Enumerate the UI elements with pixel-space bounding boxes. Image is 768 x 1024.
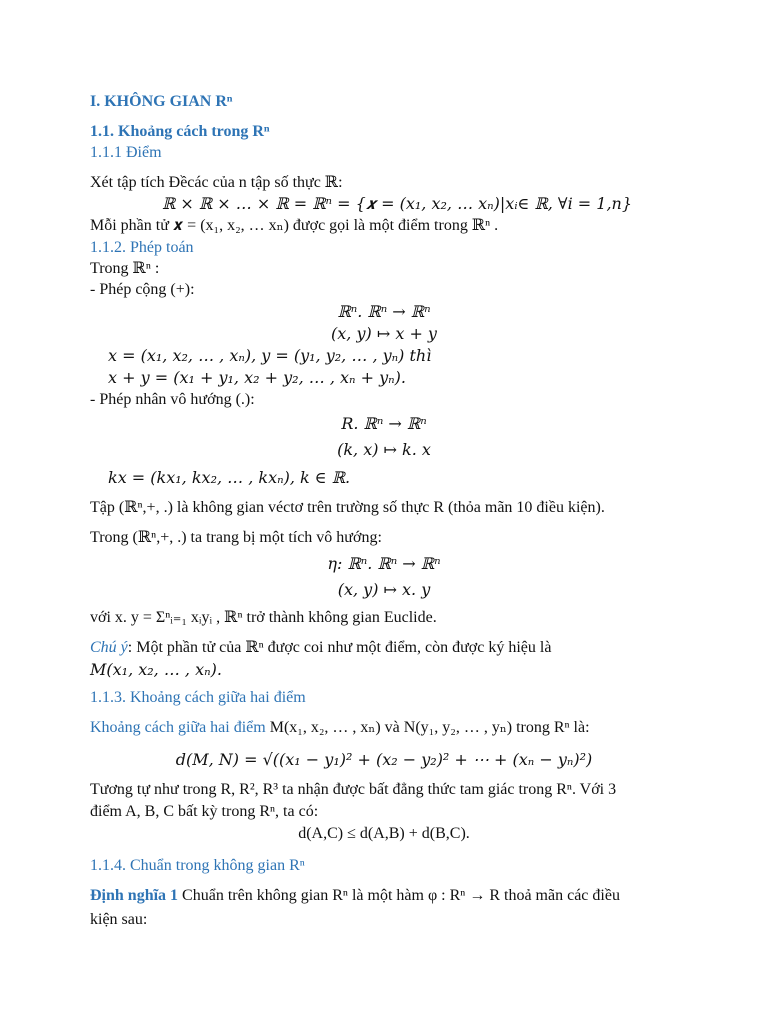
triangle-sentence-1: Tương tự như trong R, R², R³ ta nhận được bất đẳng thức tam giác trong Rⁿ. Với 3 — [90, 781, 617, 798]
scalar-label: - Phép nhân vô hướng (.): — [90, 391, 255, 408]
addition-result: x + y = (x₁ + y₁, x₂ + y₂, … , xₙ + yₙ). — [108, 368, 406, 387]
subsubsection-title-norm: 1.1.4. Chuẩn trong không gian Rⁿ — [90, 857, 305, 874]
points-intro: Xét tập tích Đềcác của n tập số thực ℝ: — [90, 174, 343, 191]
section-title: I. KHÔNG GIAN Rⁿ — [90, 93, 233, 110]
note-text: : Một phần tử của ℝⁿ được coi như một điểm, còn được ký hiệu là — [127, 639, 552, 656]
inner-product-map: η: ℝⁿ. ℝⁿ → ℝⁿ — [327, 554, 441, 573]
definition-label: Định nghĩa 1 — [90, 887, 179, 904]
triangle-inequality: d(A,C) ≤ d(A,B) + d(B,C). — [298, 825, 470, 842]
triangle-sentence-2: điểm A, B, C bất kỳ trong Rⁿ, ta có: — [90, 803, 319, 820]
in-rn-label: Trong ℝⁿ : — [90, 260, 160, 277]
note-notation: M(x₁, x₂, … , xₙ). — [90, 660, 222, 679]
subsubsection-title-distance: 1.1.3. Khoảng cách giữa hai điểm — [90, 689, 306, 706]
subsection-title: 1.1. Khoảng cách trong Rⁿ — [90, 123, 270, 140]
definition-text-continued: kiện sau: — [90, 911, 148, 928]
vector-space-sentence: Tập (ℝⁿ,+, .) là không gian véctơ trên trường số thực R (thỏa mãn 10 điều kiện). — [90, 499, 605, 516]
subsubsection-title-operations: 1.1.2. Phép toán — [90, 239, 194, 256]
cartesian-product-formula: ℝ × ℝ × … × ℝ = ℝⁿ = {𝒙 = (x₁, x₂, … xₙ)|xᵢ∈ ℝ, ∀i = 1,n} — [162, 194, 633, 213]
scalar-result: kx = (kx₁, kx₂, … , kxₙ), k ∈ ℝ. — [108, 468, 351, 487]
addition-vars: x = (x₁, x₂, … , xₙ), y = (y₁, y₂, … , yₙ) thì — [108, 346, 432, 365]
element-sentence: Mỗi phần tử 𝒙 = (x₁, x₂, … xₙ) được gọi là một điểm trong ℝⁿ . — [90, 217, 499, 234]
inner-product-intro: Trong (ℝⁿ,+, .) ta trang bị một tích vô hướng: — [90, 529, 382, 546]
inner-product-rule: (x, y) ↦ x. y — [337, 580, 431, 599]
euclid-sentence: với x. y = Σⁿᵢ₌₁ xᵢyᵢ , ℝⁿ trở thành không gian Euclide. — [90, 609, 437, 626]
scalar-map: R. ℝⁿ → ℝⁿ — [341, 414, 427, 433]
note-paragraph — [90, 638, 551, 658]
addition-label: - Phép cộng (+): — [90, 281, 195, 298]
definition-paragraph — [90, 886, 620, 906]
note-label: Chú ý — [90, 639, 128, 656]
distance-intro-blue: Khoảng cách giữa hai điểm — [90, 719, 266, 736]
scalar-rule: (k, x) ↦ k. x — [337, 440, 431, 459]
distance-intro — [90, 718, 590, 738]
addition-rule: (x, y) ↦ x + y — [331, 324, 437, 343]
subsubsection-title-points: 1.1.1 Điểm — [90, 144, 162, 161]
distance-intro-rest: M(x₁, x₂, … , xₙ) và N(y₁, y₂, … , yₙ) trong Rⁿ là: — [265, 719, 590, 736]
definition-text: Chuẩn trên không gian Rⁿ là một hàm φ : Rⁿ → R thoả mãn các điều — [178, 887, 620, 904]
addition-map: ℝⁿ. ℝⁿ → ℝⁿ — [337, 302, 431, 321]
distance-formula: d(M, N) = √((x₁ − y₁)² + (x₂ − y₂)² + ⋯ + (xₙ − yₙ)²) — [175, 750, 593, 769]
